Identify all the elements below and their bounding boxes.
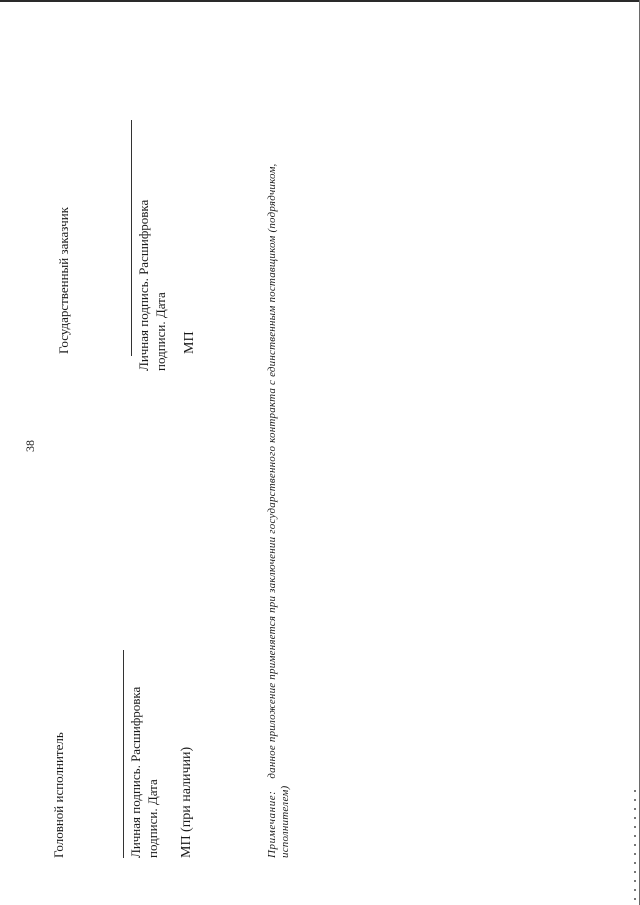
- left-seal-label: МП (при наличии): [179, 746, 194, 858]
- left-signature-caption-line1: Личная подпись. Расшифровка: [128, 686, 143, 858]
- right-signature-caption: [135, 200, 169, 371]
- note-text-line1: данное приложение применяется при заключении государственного контракта с единственным поставщиком (подрядчиком,: [266, 163, 278, 779]
- left-signature-line: [123, 650, 124, 858]
- left-party-title: Головной исполнитель: [51, 732, 66, 858]
- right-signature-caption-line2: подписи. Дата: [153, 292, 168, 371]
- note-label: Примечание:: [266, 790, 278, 858]
- right-party-title: Государственный заказчик: [56, 207, 71, 354]
- left-signature-caption: [127, 687, 161, 858]
- left-signature-caption-line2: подписи. Дата: [145, 779, 160, 858]
- note-block: [267, 164, 291, 859]
- page-number: 38: [23, 440, 37, 452]
- right-signature-caption-line1: Личная подпись. Расшифровка: [136, 199, 151, 371]
- right-seal-label: МП: [182, 331, 197, 354]
- scan-top-border: [0, 0, 640, 2]
- right-signature-line: [131, 120, 132, 356]
- scan-edge-marks: [634, 790, 636, 900]
- note-line1: [267, 164, 278, 859]
- note-text-line2: исполнителем): [279, 785, 291, 858]
